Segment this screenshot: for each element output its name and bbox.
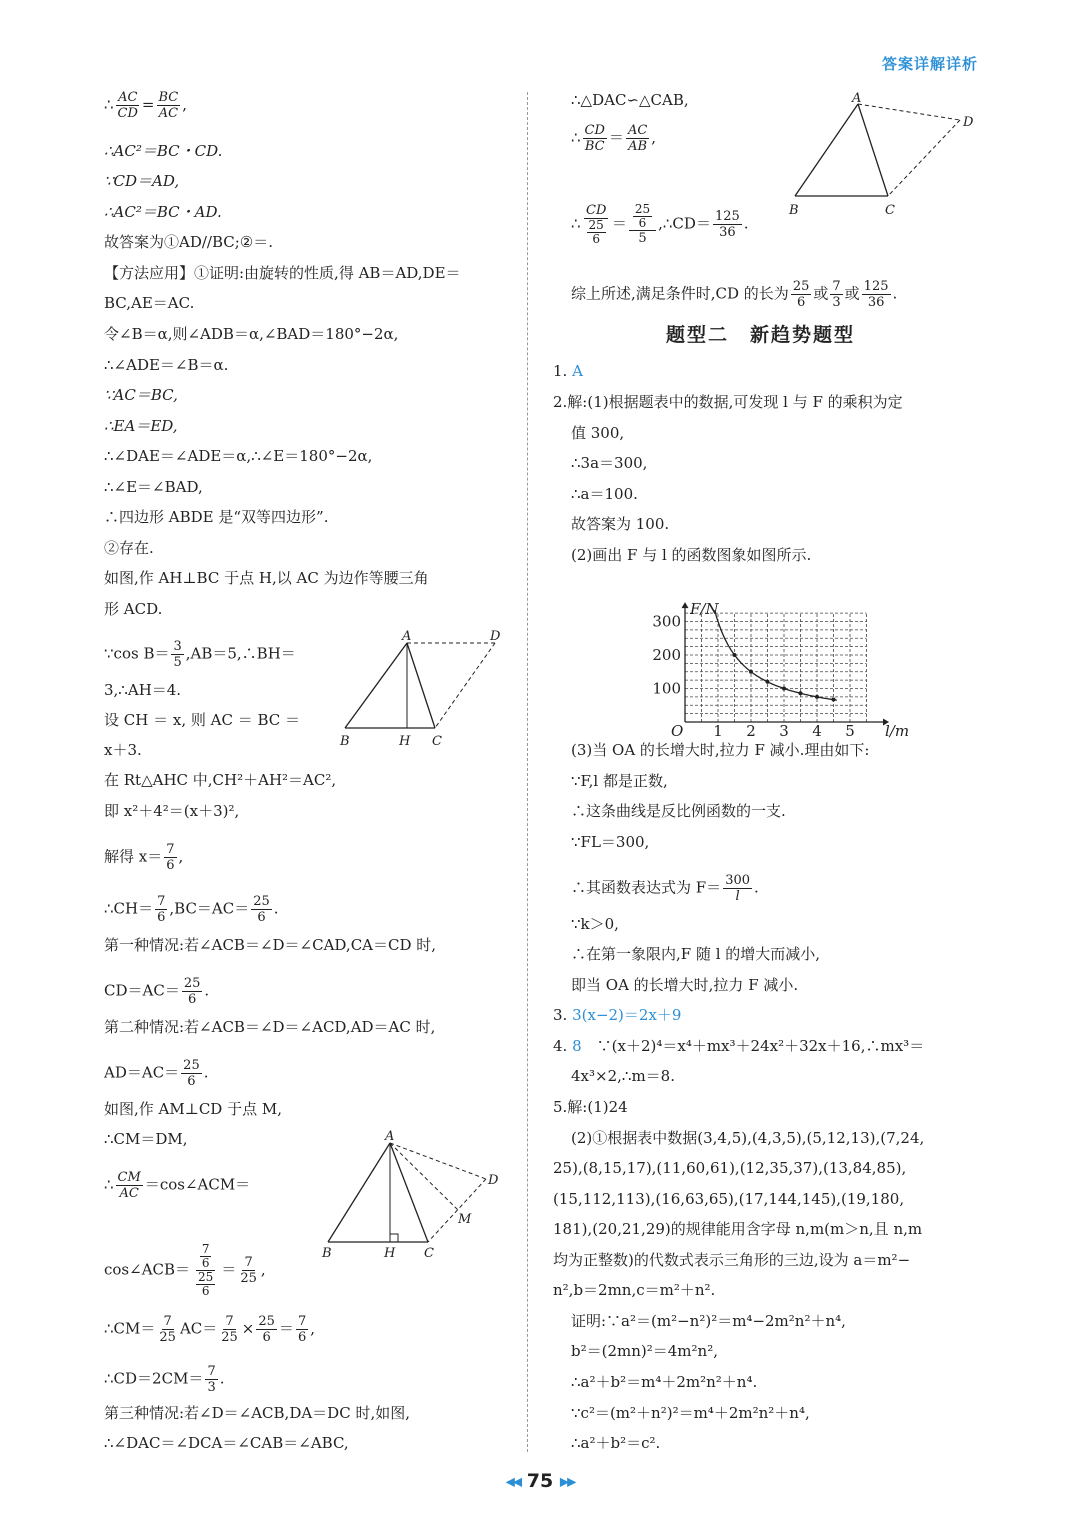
text-line: cos∠ACB＝ $\frac{\frac{7}{6}}{\frac{25}{6}}$ ＝ $\frac{7}{25}$ , — [104, 1242, 266, 1298]
data-point — [766, 680, 770, 684]
text-line: ∴ $\frac{CM}{AC}$ ＝cos∠ACM＝ — [104, 1170, 251, 1201]
text-line: ∴a²＋b²＝m⁴＋2m²n²＋n⁴. — [571, 1373, 758, 1391]
text-line: ∵k＞0, — [571, 915, 619, 933]
text-line: 如图,作 AM⊥CD 于点 M, — [104, 1100, 283, 1118]
text-line: 5.解:(1)24 — [553, 1098, 628, 1116]
data-point — [832, 698, 836, 702]
text-line: 第二种情况:若∠ACB＝∠D＝∠ACD,AD＝AC 时, — [104, 1018, 436, 1036]
text-line: (15,112,113),(16,63,65),(17,144,145),(19,180, — [553, 1190, 905, 1208]
label-B: B — [340, 734, 350, 749]
x-tick-label: 2 — [746, 722, 756, 740]
text-line: 4. 8 ∵(x＋2)⁴＝x⁴＋mx³＋24x²＋32x＋16,∴mx³＝ — [553, 1037, 925, 1055]
text-line: ∵CD＝AD, — [104, 172, 180, 190]
data-point — [782, 687, 786, 691]
text-line: AD＝AC＝ $\frac{25}{6}$ . — [104, 1058, 209, 1089]
x-tick-label: 4 — [812, 722, 822, 740]
data-point — [733, 653, 737, 657]
text-line: 【方法应用】①证明:由旋转的性质,得 AB＝AD,DE＝ — [104, 264, 461, 282]
text-line: 即 x²＋4²＝(x＋3)², — [104, 802, 240, 820]
label-A: A — [385, 1129, 395, 1144]
text-line: 即当 OA 的长增大时,拉力 F 减小. — [571, 976, 799, 994]
text-line: ∴EA＝ED, — [104, 417, 178, 435]
text-line: 令∠B＝α,则∠ADB＝α,∠BAD＝180°−2α, — [104, 325, 399, 343]
text-line: ∴ $\frac{AC}{CD}$ = $\frac{BC}{AC}$ , — [104, 90, 188, 121]
text-line: ∵c²＝(m²＋n²)²＝m⁴＋2m²n²＋n⁴, — [571, 1404, 810, 1422]
text-line: ∴ $\frac{CD}{BC}$ ＝ $\frac{AC}{AB}$ , — [571, 123, 657, 154]
text-line: ∵FL＝300, — [571, 833, 650, 851]
text-line: (2)①根据表中数据(3,4,5),(4,3,5),(5,12,13),(7,24, — [571, 1129, 925, 1147]
text-line: 3. 3(x−2)＝2x＋9 — [553, 1006, 682, 1024]
text-line: x＋3. — [104, 741, 142, 759]
text-line: n²,b＝2mn,c＝m²＋n². — [553, 1281, 716, 1299]
label-D: D — [963, 115, 974, 130]
text-line: ∴∠E＝∠BAD, — [104, 478, 203, 496]
label-H: H — [399, 734, 411, 749]
text-line: ∴AC²＝BC・CD. — [104, 142, 223, 160]
text-line: ∵cos B＝ $\frac{3}{5}$ ,AB＝5,∴BH＝ — [104, 639, 296, 670]
label-B: B — [322, 1246, 332, 1261]
x-axis-label: l/m — [885, 722, 910, 740]
text-line: ∴CM＝ $\frac{7}{25}$ AC＝ $\frac{7}{25}$ × $\frac{25}{6}$ ＝ $\frac{7}{6}$ , — [104, 1314, 315, 1345]
text-line: (2)画出 F 与 l 的函数图象如图所示. — [571, 546, 812, 564]
text-line: 在 Rt△AHC 中,CH²＋AH²＝AC², — [104, 771, 337, 789]
text-line: 故答案为①AD//BC;②＝. — [104, 233, 274, 251]
prev-arrows-icon: ◀◀ — [505, 1474, 521, 1489]
text-line: ∴△DAC∽△CAB, — [571, 91, 689, 109]
text-line: ∵AC＝BC, — [104, 386, 178, 404]
text-line: ∴a²＋b²＝c². — [571, 1434, 661, 1452]
page-number-bar — [0, 1470, 1080, 1492]
label-C: C — [424, 1246, 434, 1261]
label-C: C — [432, 734, 442, 749]
x-tick-label: 3 — [779, 722, 789, 740]
label-B: B — [789, 203, 799, 218]
column-divider — [527, 92, 528, 1452]
text-line: 181),(20,21,29)的规律能用含字母 n,m(m＞n,且 n,m — [553, 1220, 923, 1238]
x-tick-label: 1 — [713, 722, 723, 740]
text-line: 第一种情况:若∠ACB＝∠D＝∠CAD,CA＝CD 时, — [104, 936, 437, 954]
text-line: BC,AE＝AC. — [104, 294, 195, 312]
triangle-figure-2 — [318, 1125, 508, 1265]
section-title: 题型二 新趋势题型 — [666, 324, 856, 346]
text-line: ∴CM＝DM, — [104, 1130, 188, 1148]
text-line: 形 ACD. — [104, 600, 163, 618]
text-line: ∴其函数表达式为 F＝ $\frac{300}{l}$ . — [571, 873, 759, 904]
text-line: ∴3a＝300, — [571, 454, 648, 472]
text-line: ∴∠DAE＝∠ADE＝α,∴∠E＝180°−2α, — [104, 447, 373, 465]
text-line: 4x³×2,∴m＝8. — [571, 1067, 675, 1085]
data-point — [799, 691, 803, 695]
text-line: 1. A — [553, 362, 583, 380]
label-D: D — [488, 1173, 499, 1188]
text-line: 证明:∵a²＝(m²−n²)²＝m⁴−2m²n²＋n⁴, — [571, 1312, 846, 1330]
triangle-figure-3 — [785, 88, 985, 223]
text-line: CD＝AC＝ $\frac{25}{6}$ . — [104, 976, 210, 1007]
text-line: ∴CH＝ $\frac{7}{6}$ ,BC＝AC＝ $\frac{25}{6}$ . — [104, 894, 279, 925]
text-line: 均为正整数)的代数式表示三角形的三边,设为 a＝m²− — [553, 1251, 911, 1269]
origin-label: O — [671, 722, 684, 740]
text-line: (3)当 OA 的长增大时,拉力 F 减小.理由如下: — [571, 741, 870, 759]
label-D: D — [490, 629, 501, 644]
text-line: ∴ $\frac{CD}{\frac{25}{6}}$ ＝ $\frac{\frac{25}{6}}{5}$ ,∴CD＝ $\frac{125}{36}$ . — [571, 202, 749, 246]
y-tick-label: 300 — [652, 612, 681, 631]
y-axis-label: F/N — [690, 600, 719, 619]
function-graph — [645, 570, 910, 740]
text-line: 25),(8,15,17),(11,60,61),(12,35,37),(13,84,85), — [553, 1159, 907, 1177]
text-line: 综上所述,满足条件时,CD 的长为 $\frac{25}{6}$ 或 $\frac{7}{3}$ 或 $\frac{125}{36}$ . — [571, 279, 898, 310]
text-line: ∴∠ADE＝∠B＝α. — [104, 356, 229, 374]
text-line: 解得 x＝ $\frac{7}{6}$ , — [104, 842, 184, 873]
page-number: 75 — [526, 1470, 554, 1492]
text-line: ∵F,l 都是正数, — [571, 772, 668, 790]
text-line: 值 300, — [571, 424, 625, 442]
text-line: ∴这条曲线是反比例函数的一支. — [571, 802, 786, 820]
text-line: ∴a＝100. — [571, 485, 638, 503]
text-line: ∴CD＝2CM＝ $\frac{7}{3}$ . — [104, 1364, 225, 1395]
text-line: ∴AC²＝BC・AD. — [104, 203, 222, 221]
text-line: 设 CH ＝ x, 则 AC ＝ BC ＝ — [104, 711, 301, 729]
data-point — [815, 695, 819, 699]
y-tick-label: 200 — [652, 646, 681, 664]
triangle-figure-1 — [335, 625, 515, 750]
label-A: A — [852, 91, 862, 106]
text-line: 第三种情况:若∠D＝∠ACB,DA＝DC 时,如图, — [104, 1404, 410, 1422]
text-line: ∴四边形 ABDE 是“双等四边形”. — [104, 508, 329, 526]
text-line: ②存在. — [104, 539, 154, 557]
x-tick-label: 5 — [845, 722, 855, 740]
y-axis-arrow — [682, 602, 689, 608]
text-line: 故答案为 100. — [571, 515, 670, 533]
label-C: C — [885, 203, 895, 218]
label-H: H — [384, 1246, 396, 1261]
text-line: ∴在第一象限内,F 随 l 的增大而减小, — [571, 945, 821, 963]
label-A: A — [402, 629, 412, 644]
label-M: M — [458, 1212, 472, 1227]
text-line: ∴∠DAC＝∠DCA＝∠CAB＝∠ABC, — [104, 1434, 349, 1452]
y-tick-label: 100 — [652, 679, 681, 698]
data-point — [749, 670, 753, 674]
text-line: 2.解:(1)根据题表中的数据,可发现 l 与 F 的乘积为定 — [553, 393, 903, 411]
header-title: 答案详解详析 — [881, 55, 978, 73]
text-line: 3,∴AH＝4. — [104, 681, 182, 699]
text-line: 如图,作 AH⊥BC 于点 H,以 AC 为边作等腰三角 — [104, 569, 429, 587]
text-line: b²＝(2mn)²＝4m²n², — [571, 1342, 718, 1360]
graph-grid — [685, 613, 867, 722]
next-arrows-icon: ▶▶ — [559, 1474, 575, 1489]
